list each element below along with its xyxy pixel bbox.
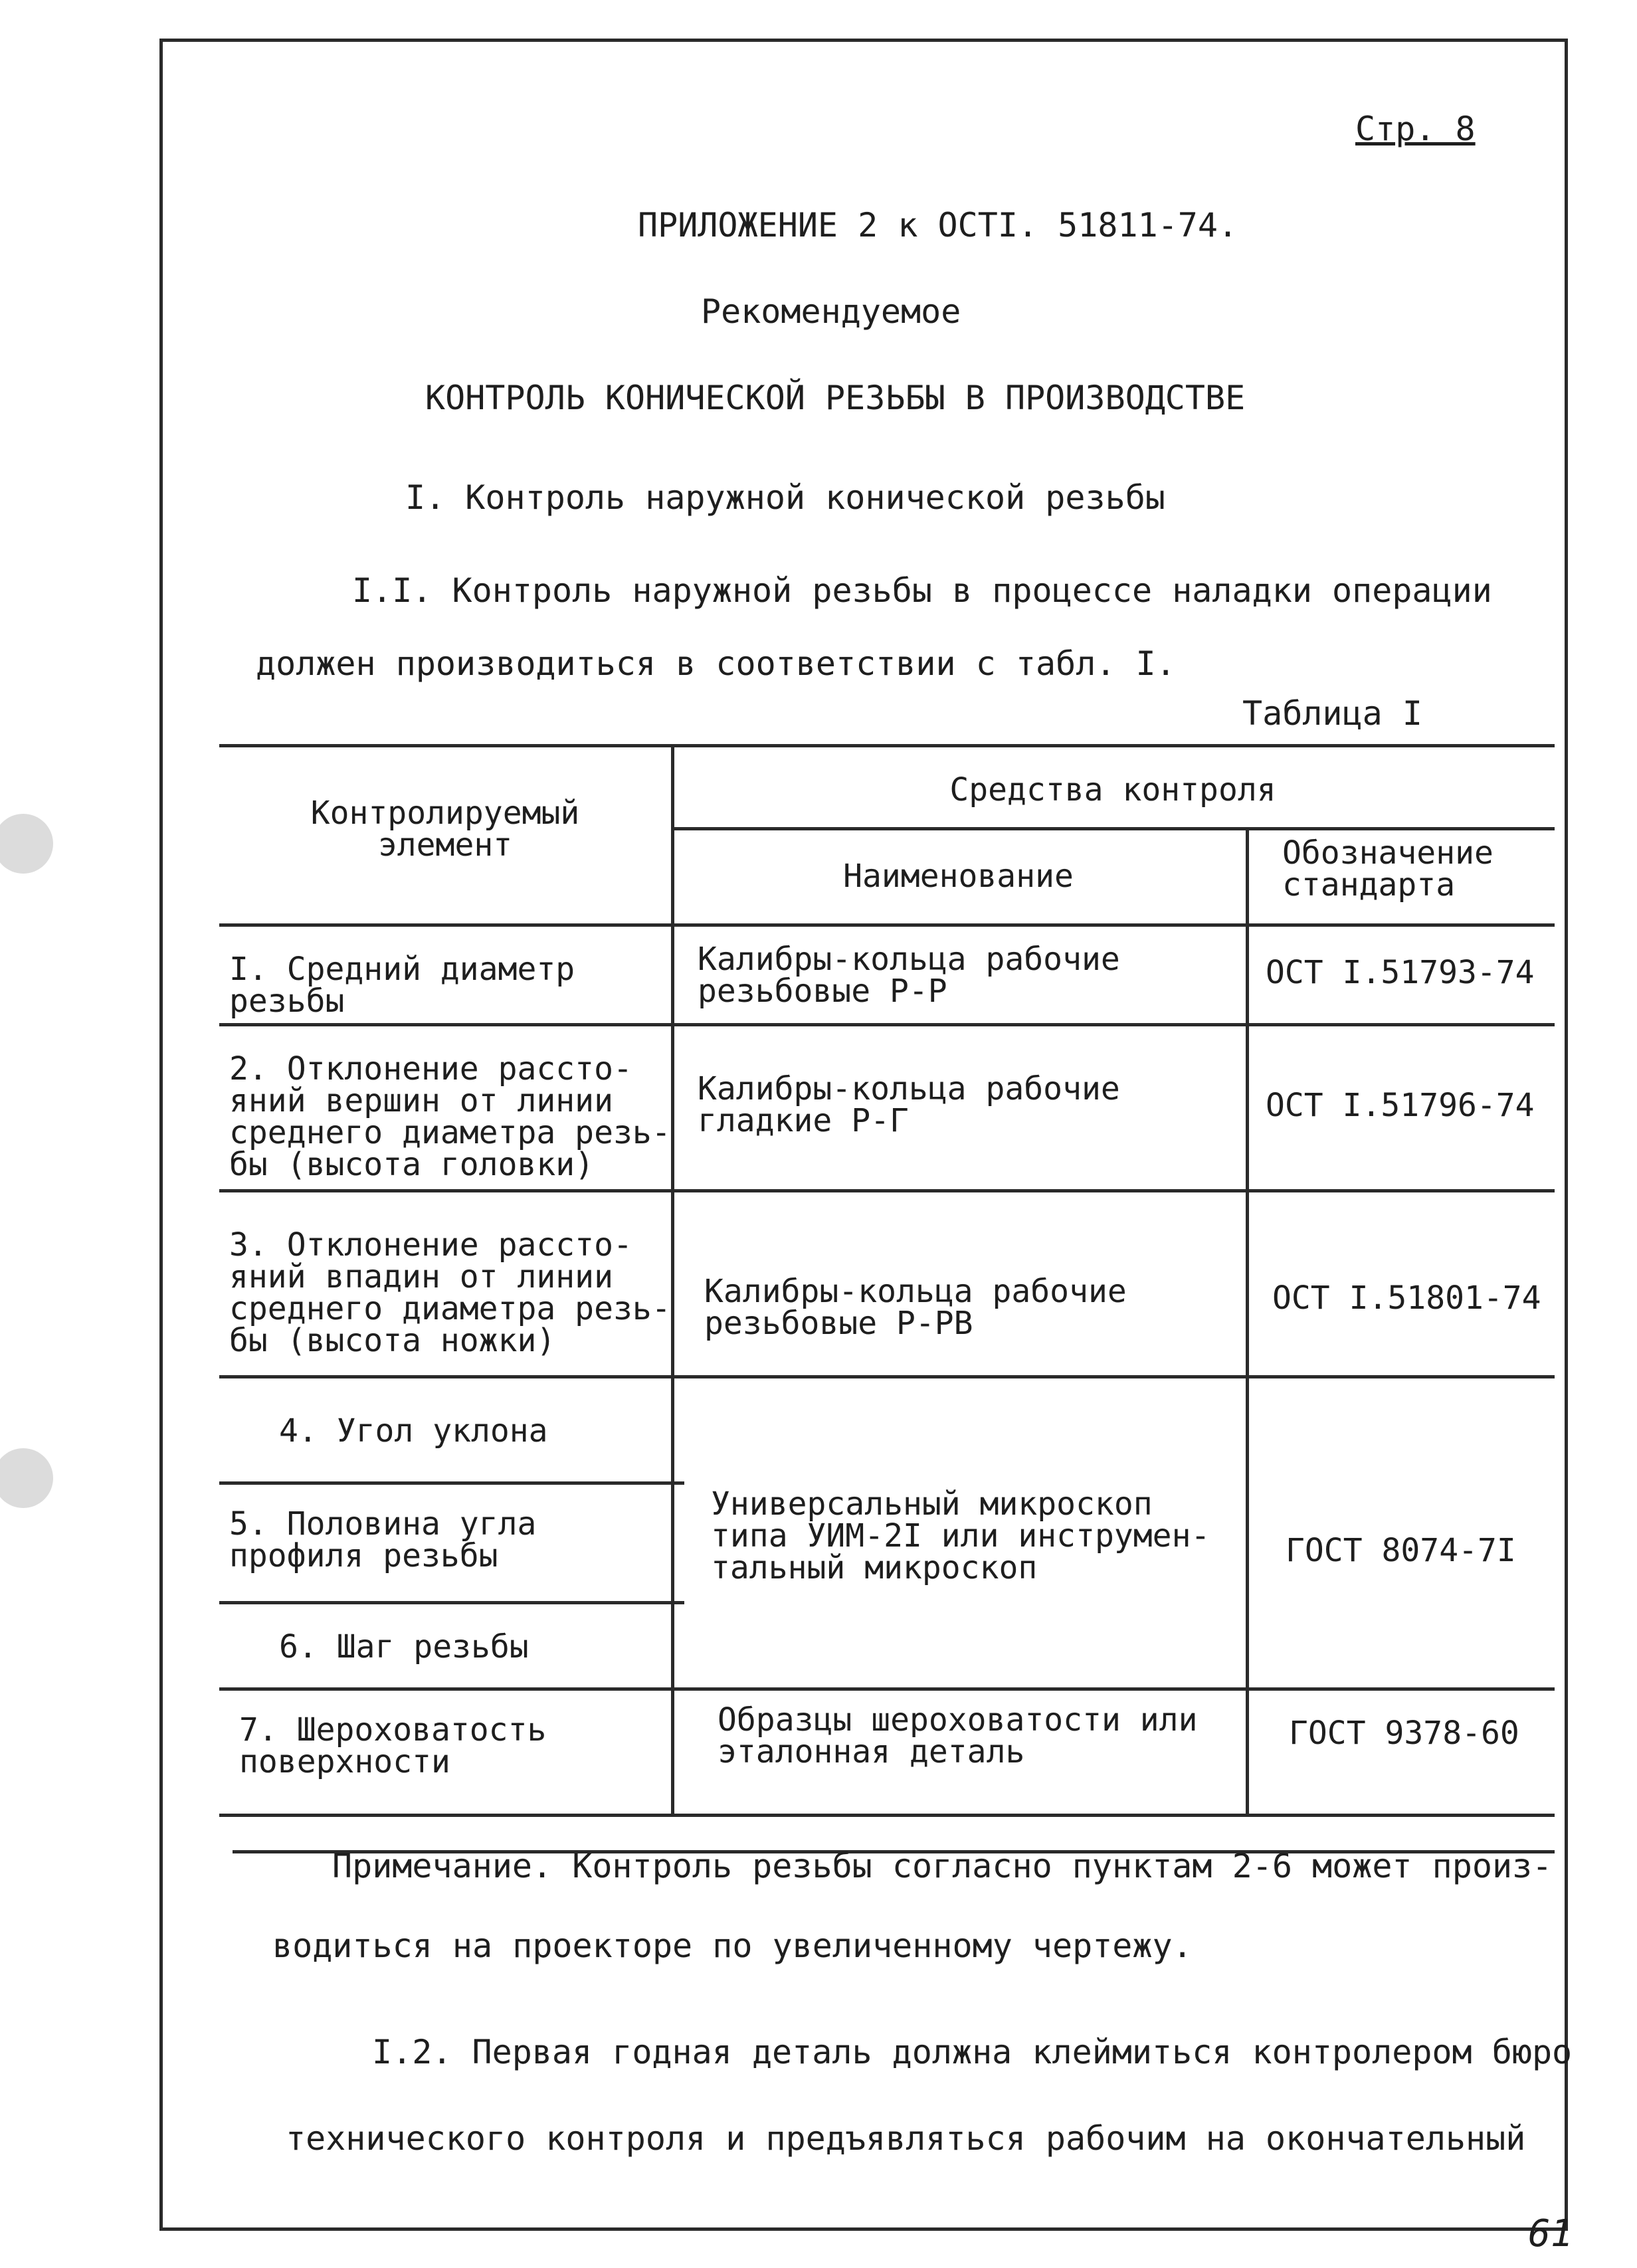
appendix-title: ПРИЛОЖЕНИЕ 2 к ОСТI. 51811-74. — [638, 206, 1238, 244]
table-rule-row5 — [219, 1601, 684, 1604]
page-number: Стр. 8 — [1355, 110, 1476, 148]
punch-hole-top — [0, 814, 53, 874]
header-name: Наименование — [843, 858, 1074, 895]
row4-element: 4. Угол уклона — [279, 1412, 548, 1450]
row5-standard: ГОСТ 8074-7I — [1286, 1532, 1516, 1569]
row2-element: 2. Отклонение рассто- яний вершин от линии среднего диаметра резь- бы (высота головки) — [229, 1050, 671, 1183]
paragraph-1-2-line1: I.2. Первая годная деталь должна клеймиться контролером бюро — [372, 2033, 1573, 2071]
section-title: I. Контроль наружной конической резьбы — [405, 478, 1165, 517]
table-rule-row2 — [219, 1189, 1555, 1192]
table-rule-header-bottom — [219, 923, 1555, 927]
row3-standard: ОСТ I.51801-74 — [1272, 1279, 1541, 1317]
row1-name: Калибры-кольца рабочие резьбовые Р-Р — [698, 941, 1120, 1010]
note-line1: Примечание. Контроль резьбы согласно пунктам 2-6 может произ- — [332, 1847, 1553, 1885]
paragraph-1-1-line2: должен производиться в соответствии с табл. I. — [256, 644, 1176, 683]
handwritten-page-number: 61 — [1528, 2212, 1573, 2255]
table-rule-row4 — [219, 1481, 684, 1485]
row3-element: 3. Отклонение рассто- яний впадин от линии среднего диаметра резь- бы (высота ножки) — [229, 1226, 671, 1359]
row6-element: 6. Шаг резьбы — [279, 1628, 529, 1665]
table-col-divider-2 — [1246, 827, 1249, 1814]
header-control-means: Средства контроля — [949, 771, 1276, 808]
row5-name: Универсальный микроскоп типа УИМ-2I или инструмен- тальный микроскоп — [711, 1485, 1210, 1586]
note-line2: водиться на проекторе по увеличенному чертежу. — [272, 1927, 1193, 1965]
row3-name: Калибры-кольца рабочие резьбовые Р-РВ — [704, 1273, 1127, 1342]
table-label: Таблица I — [1242, 694, 1422, 733]
row2-name: Калибры-кольца рабочие гладкие Р-Г — [698, 1070, 1120, 1139]
table-rule-top — [219, 744, 1555, 747]
header-standard: Обозначение стандарта — [1282, 834, 1493, 903]
recommended-label: Рекомендуемое — [701, 292, 961, 331]
header-controlled-element: Контролируемый элемент — [310, 795, 580, 864]
paragraph-1-2-line2: технического контроля и предъявляться рабочим на окончательный — [286, 2119, 1526, 2158]
table-rule-subheader — [671, 827, 1555, 830]
row2-standard: ОСТ I.51796-74 — [1266, 1087, 1535, 1124]
control-table — [219, 744, 1555, 1853]
table-rule-row1 — [219, 1023, 1555, 1026]
row1-standard: ОСТ I.51793-74 — [1266, 954, 1535, 991]
table-rule-bottom — [219, 1814, 1555, 1817]
row5-element: 5. Половина угла профиля резьбы — [229, 1505, 537, 1574]
table-rule-row6 — [219, 1687, 1555, 1691]
row7-standard: ГОСТ 9378-60 — [1289, 1715, 1519, 1752]
table-col-divider-1 — [671, 744, 674, 1814]
punch-hole-bottom — [0, 1448, 53, 1508]
document-title: КОНТРОЛЬ КОНИЧЕСКОЙ РЕЗЬБЫ В ПРОИЗВОДСТВЕ — [425, 379, 1246, 417]
row1-element: I. Средний диаметр резьбы — [229, 951, 575, 1020]
paragraph-1-1-line1: I.I. Контроль наружной резьбы в процессе наладки операции — [352, 571, 1492, 610]
row7-name: Образцы шероховатости или эталонная деталь — [718, 1701, 1198, 1770]
row7-element: 7. Шероховатость поверхности — [239, 1711, 547, 1780]
table-rule-row3 — [219, 1375, 1555, 1378]
